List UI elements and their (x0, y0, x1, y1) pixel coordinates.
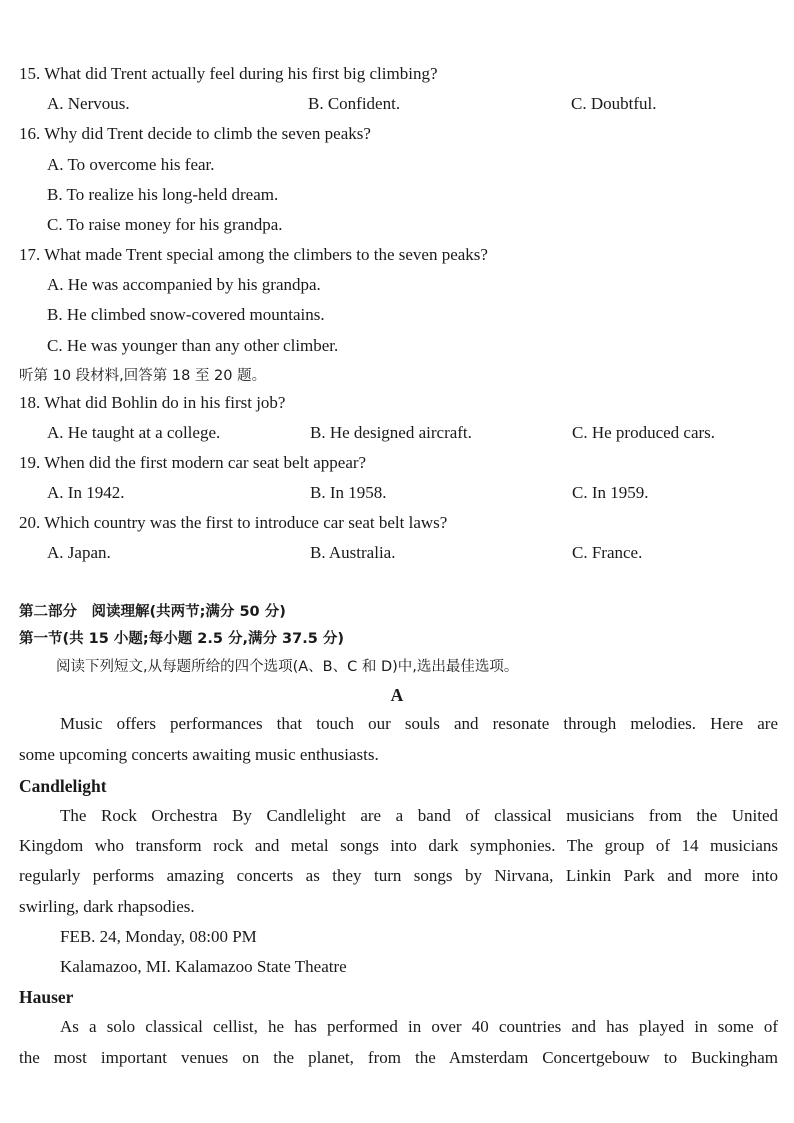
candlelight-paragraph-line-2: Kingdom who transform rock and metal songs into dark symphonies. The group of 14 musicians (19, 836, 778, 855)
passage-intro-line-2: some upcoming concerts awaiting music enthusiasts. (19, 745, 379, 764)
question-15-option-c: C. Doubtful. (571, 94, 657, 113)
question-18-option-a: A. He taught at a college. (47, 423, 221, 442)
question-17-option-b: B. He climbed snow-covered mountains. (47, 305, 325, 324)
question-20-stem: 20. Which country was the first to introduce car seat belt laws? (19, 513, 448, 532)
candlelight-date: FEB. 24, Monday, 08:00 PM (60, 927, 257, 946)
question-19-option-c: C. In 1959. (572, 483, 649, 502)
reading-instruction: 阅读下列短文,从每题所给的四个选项(A、B、C 和 D)中,选出最佳选项。 (56, 659, 519, 675)
question-18-option-b: B. He designed aircraft. (310, 423, 472, 442)
question-15-stem: 15. What did Trent actually feel during his first big climbing? (19, 64, 438, 83)
candlelight-heading: Candlelight (19, 776, 107, 796)
question-17-option-c: C. He was younger than any other climber. (47, 336, 339, 355)
question-19-option-b: B. In 1958. (310, 483, 387, 502)
question-17-stem: 17. What made Trent special among the climbers to the seven peaks? (19, 245, 488, 264)
question-16-stem: 16. Why did Trent decide to climb the seven peaks? (19, 124, 371, 143)
passage-intro-line-1: Music offers performances that touch our souls and resonate through melodies. Here are (60, 714, 778, 733)
candlelight-paragraph-line-4: swirling, dark rhapsodies. (19, 897, 195, 916)
question-16-option-b: B. To realize his long-held dream. (47, 185, 279, 204)
candlelight-paragraph-line-1: The Rock Orchestra By Candlelight are a band of classical musicians from the United (60, 806, 778, 825)
question-18-option-c: C. He produced cars. (572, 423, 716, 442)
question-20-option-b: B. Australia. (310, 543, 396, 562)
question-20-option-a: A. Japan. (47, 543, 111, 562)
passage-label: A (390, 685, 404, 705)
candlelight-venue: Kalamazoo, MI. Kalamazoo State Theatre (60, 957, 347, 976)
question-16-option-a: A. To overcome his fear. (47, 155, 215, 174)
reading-part-title: 第二部分 阅读理解(共两节;满分 50 分) (19, 604, 286, 620)
question-15-option-b: B. Confident. (308, 94, 401, 113)
hauser-paragraph-line-1: As a solo classical cellist, he has performed in over 40 countries and has played in some of (60, 1017, 778, 1036)
hauser-paragraph-line-2: the most important venues on the planet, from the Amsterdam Concertgebouw to Buckingham (19, 1048, 778, 1067)
listening-section-10-instruction: 听第 10 段材料,回答第 18 至 20 题。 (19, 368, 267, 384)
question-19-option-a: A. In 1942. (47, 483, 125, 502)
question-15-option-a: A. Nervous. (47, 94, 130, 113)
reading-section-title: 第一节(共 15 小题;每小题 2.5 分,满分 37.5 分) (19, 631, 344, 647)
question-17-option-a: A. He was accompanied by his grandpa. (47, 275, 321, 294)
question-19-stem: 19. When did the first modern car seat belt appear? (19, 453, 367, 472)
candlelight-paragraph-line-3: regularly performs amazing concerts as they turn songs by Nirvana, Linkin Park and more into (19, 866, 778, 885)
question-18-stem: 18. What did Bohlin do in his first job? (19, 393, 286, 412)
question-16-option-c: C. To raise money for his grandpa. (47, 215, 283, 234)
hauser-heading: Hauser (19, 987, 74, 1007)
question-20-option-c: C. France. (572, 543, 643, 562)
